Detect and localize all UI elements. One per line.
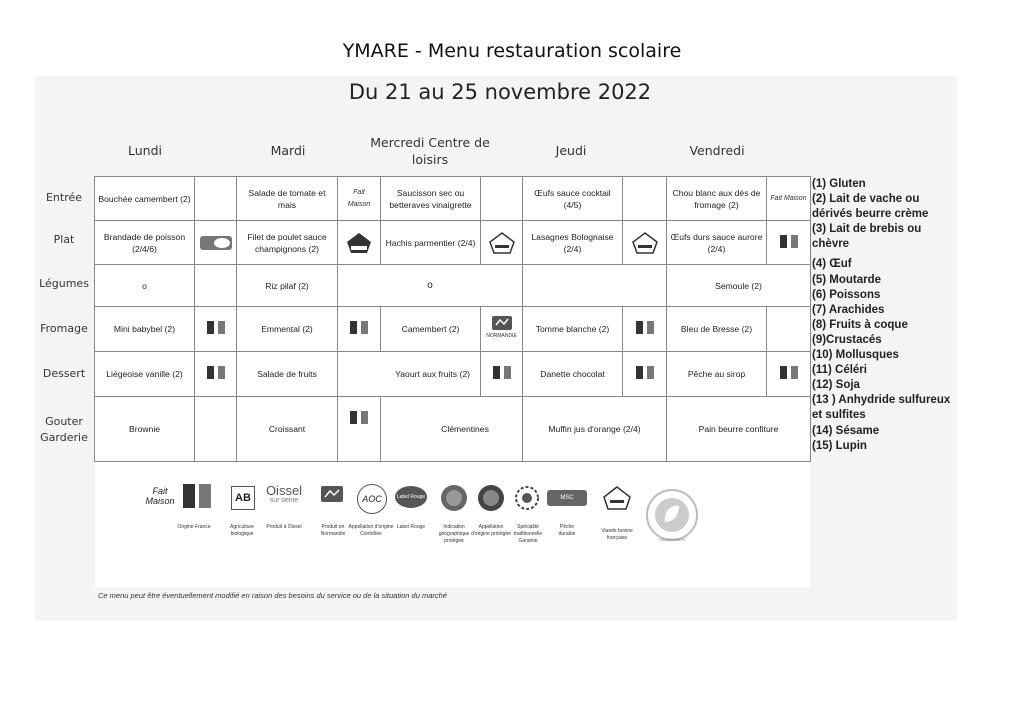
menu-cell	[523, 265, 667, 307]
vegetarien-logo-icon	[645, 488, 699, 542]
menu-cell: Semoule (2)	[667, 265, 811, 307]
page-title: YMARE - Menu restauration scolaire	[342, 40, 682, 62]
stg-icon	[515, 486, 539, 515]
msc-label-icon	[200, 236, 232, 250]
menu-cell: Emmental (2)	[237, 307, 338, 352]
menu-cell: Œufs sauce cocktail (4/5)	[523, 177, 623, 221]
allergen-item: (1) Gluten	[812, 178, 866, 190]
menu-cell: Pêche au sirop	[667, 352, 767, 397]
menu-cell: Muffin jus d'orange (2/4)	[523, 397, 667, 462]
origine-france-flag-icon	[778, 366, 800, 382]
aoc-icon: AOC	[357, 484, 387, 514]
icon-cell	[195, 265, 237, 307]
origine-france-flag-icon	[778, 235, 800, 251]
legend-label: Appellation d'origine protégée	[471, 524, 511, 537]
icon-cell	[623, 352, 667, 397]
legend-label: Viande bovine française	[601, 528, 633, 541]
icon-cell	[481, 221, 523, 265]
date-range-subtitle: Du 21 au 25 novembre 2022	[348, 80, 652, 104]
origine-france-flag-icon	[205, 366, 227, 382]
allergen-item: dérivés beurre crème	[812, 208, 929, 221]
day-header-vendredi: Vendredi	[689, 143, 745, 158]
allergen-item: (3) Lait de brebis ou	[812, 223, 922, 236]
legend-label: Pêche durable	[558, 524, 576, 537]
icon-cell	[767, 177, 811, 221]
icon-cell	[195, 177, 237, 221]
menu-cell: Saucisson sec ou betteraves vinaigrette	[381, 177, 481, 221]
normandie-legend-icon	[321, 486, 343, 507]
day-header-lundi: Lundi	[128, 143, 162, 158]
menu-cell: o	[95, 265, 195, 307]
oissel-logo-subtext: sur seine	[269, 497, 299, 504]
origine-france-flag-icon	[491, 366, 513, 382]
icon-cell	[338, 221, 381, 265]
origine-france-flag-icon	[634, 366, 656, 382]
legend-label: Label Rouge	[396, 524, 426, 530]
menu-grid	[94, 176, 811, 462]
oissel-logo-icon	[259, 484, 309, 505]
allergen-item: (6) Poissons	[812, 288, 881, 301]
allergen-item: (10) Mollusques	[812, 349, 899, 362]
menu-cell: o	[338, 265, 523, 307]
icon-cell	[195, 221, 237, 265]
viande-bovine-francaise-icon	[489, 232, 515, 254]
legend-label: Agriculture biologique	[230, 524, 254, 537]
icon-cell	[338, 307, 381, 352]
row-label-plat: Plat	[53, 233, 75, 246]
allergen-item: (15) Lupin	[812, 439, 867, 452]
igp-icon	[440, 484, 468, 517]
menu-cell: Riz pilaf (2)	[237, 265, 338, 307]
viande-bovine-francaise-icon	[346, 232, 372, 254]
ab-organic-icon: AB	[231, 486, 255, 510]
allergen-item: (4) Œuf	[812, 258, 852, 271]
allergen-item: (9)Crustacés	[812, 333, 882, 346]
normandie-icon	[492, 316, 512, 330]
menu-cell: Camembert (2)	[381, 307, 481, 352]
icon-cell	[623, 177, 667, 221]
menu-cell: Hachis parmentier (2/4)	[381, 221, 481, 265]
fait-maison-legend-icon: Fait Maison	[145, 486, 175, 506]
row-label-fromage: Fromage	[40, 322, 88, 335]
menu-cell: Croissant	[237, 397, 338, 462]
menu-cell: Œufs durs sauce aurore (2/4)	[667, 221, 767, 265]
menu-cell: Bleu de Bresse (2)	[667, 307, 767, 352]
allergen-item: chèvre	[812, 238, 850, 251]
legend-label: Spécialité traditionnelle Garantie	[513, 524, 543, 544]
menu-cell: Brandade de poisson (2/4/6)	[95, 221, 195, 265]
allergen-item: (8) Fruits à coque	[812, 318, 908, 331]
menu-cell: Filet de poulet sauce champignons (2)	[237, 221, 338, 265]
menu-cell: Brownie	[95, 397, 195, 462]
icon-cell	[767, 221, 811, 265]
aop-icon	[477, 484, 505, 517]
menu-cell: Danette chocolat	[523, 352, 623, 397]
label-rouge-icon: Label Rouge	[395, 486, 427, 508]
day-header-jeudi: Jeudi	[555, 143, 587, 158]
legend-label: Indication géographique protégée	[438, 524, 470, 544]
icon-cell	[195, 397, 237, 462]
allergen-item: (2) Lait de vache ou	[812, 193, 920, 206]
day-header-mercredi: Mercredi Centre de loisirs	[370, 135, 490, 167]
menu-cell: Clémentines	[381, 397, 523, 462]
allergen-item: (13 ) Anhydride sulfureux	[812, 394, 951, 407]
day-header-mardi: Mardi	[270, 143, 306, 158]
allergen-item: et sulfites	[812, 409, 866, 422]
allergen-item: (7) Arachides	[812, 303, 885, 316]
menu-cell: Lasagnes Bolognaise (2/4)	[523, 221, 623, 265]
menu-cell: Liégeoise vanille (2)	[95, 352, 195, 397]
allergen-item: (11) Céléri	[812, 364, 867, 377]
menu-cell: Salade de tomate et mais	[237, 177, 338, 221]
label-legend	[95, 462, 810, 587]
icon-cell	[195, 352, 237, 397]
origine-france-flag-icon	[634, 321, 656, 337]
allergen-item: (5) Moutarde	[812, 273, 881, 286]
fait-maison-icon: Fait Maison	[770, 194, 807, 202]
menu-cell: Bouchée camembert (2)	[95, 177, 195, 221]
menu-cell: Tomme blanche (2)	[523, 307, 623, 352]
icon-cell	[623, 221, 667, 265]
vegetarien-logo-text: VÉGÉTARIEN	[659, 537, 685, 542]
menu-cell: Chou blanc aux dés de fromage (2)	[667, 177, 767, 221]
origine-france-flag-icon	[348, 321, 370, 337]
icon-cell	[767, 352, 811, 397]
origine-france-legend-icon	[181, 484, 213, 513]
icon-cell	[481, 352, 523, 397]
row-label-entree: Entrée	[45, 191, 83, 204]
allergen-item: (14) Sésame	[812, 424, 880, 437]
legend-label: Appellation d'origine Contrôlée	[348, 524, 394, 537]
menu-cell: Yaourt aux fruits (2)	[338, 352, 481, 397]
icon-cell	[481, 307, 523, 352]
row-label-dessert: Dessert	[42, 367, 86, 380]
footnote: Ce menu peut être éventuellement modifié en raison des besoins du service ou de la situation du marché	[98, 591, 447, 600]
icon-cell	[195, 307, 237, 352]
menu-cell: Mini babybel (2)	[95, 307, 195, 352]
msc-peche-durable-icon: MSC	[547, 490, 587, 506]
origine-france-flag-icon	[205, 321, 227, 337]
allergen-item: (12) Soja	[812, 379, 860, 392]
legend-label: Produit en Normandie	[320, 524, 346, 537]
legend-label: Produit à Oissel	[266, 524, 302, 530]
fait-maison-icon: Fait Maison	[347, 188, 371, 208]
menu-cell: Salade de fruits	[237, 352, 338, 397]
allergens-list	[812, 177, 972, 454]
oissel-logo-text: Oissel	[265, 483, 303, 498]
viande-bovine-francaise-icon	[632, 232, 658, 254]
menu-cell: Pain beurre confiture	[667, 397, 811, 462]
row-label-gouter: Gouter Garderie	[40, 415, 88, 444]
icon-cell	[338, 177, 381, 221]
icon-cell	[481, 177, 523, 221]
icon-cell	[623, 307, 667, 352]
normandie-label: NORMANDIE	[486, 333, 517, 339]
icon-cell	[767, 307, 811, 352]
viande-bovine-francaise-legend-icon	[603, 486, 631, 515]
icon-cell	[338, 397, 381, 462]
origine-france-flag-icon	[348, 411, 370, 427]
row-label-legumes: Légumes	[39, 277, 89, 290]
legend-label: Origine France	[177, 524, 211, 530]
